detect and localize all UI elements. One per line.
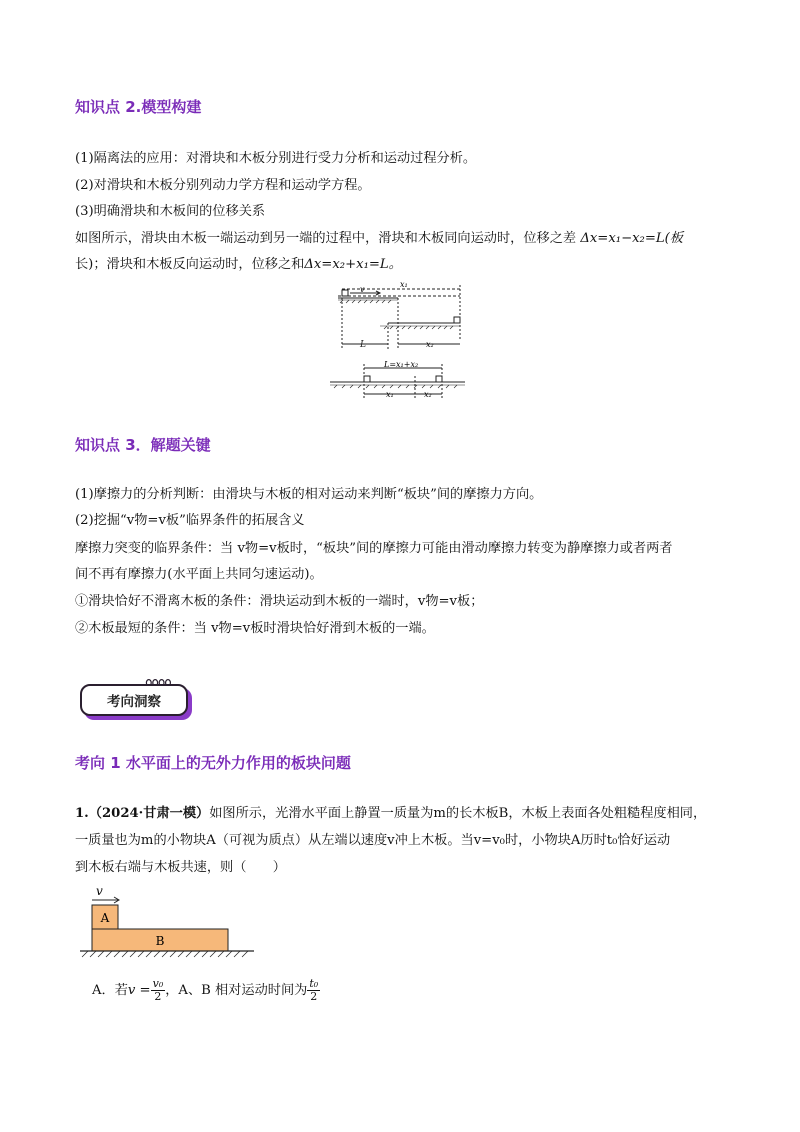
question1-line3: 到木板右端与木板共速，则（ ） [75, 860, 286, 875]
section2-p4a-text: 如图所示，滑块由木板一端运动到另一端的过程中，滑块和木板同向运动时，位移之差 [75, 231, 577, 246]
option-a-mid: ，A、B 相对运动时间为 [165, 983, 308, 998]
section2-heading: 知识点 2.模型构建 [75, 98, 202, 116]
section3-p3a: 摩擦力突变的临界条件：当 v物=v板时，“板块”间的摩擦力可能由滑动摩擦力转变为静摩擦力或者两者 [75, 541, 673, 556]
option-a-prefix: A．若 [92, 983, 128, 998]
fraction-den-2b: 2 [310, 990, 318, 1003]
question1-line2: 一质量也为m的小物块A（可视为质点）从左端以速度v冲上木板。当v=v₀时，小物块A历时t₀恰好运动 [75, 833, 671, 848]
block-a-label: A [100, 911, 110, 925]
badge-label: 考向洞察 [80, 684, 188, 716]
label-L: L [360, 340, 366, 350]
fig-v-label: v [96, 884, 103, 898]
section2-p4b-formula: Δx=x₂+x₁=L。 [304, 257, 402, 272]
section2-p4b-text: 长)；滑块和木板反向运动时，位移之和 [75, 257, 305, 272]
label-x2-bottom: x₂ [424, 390, 432, 399]
label-x1: x₁ [400, 280, 408, 289]
section2-p4a [75, 230, 683, 248]
block-board-figure [78, 882, 260, 958]
section2-p4a-formula: Δx=x₁−x₂=L(板 [580, 231, 683, 246]
label-v: v [360, 285, 365, 294]
question1-number: 1. [75, 806, 89, 821]
question1-line1 [75, 805, 706, 823]
option-a-v-eq: v = [127, 983, 151, 998]
displacement-diagram [320, 280, 480, 405]
section3-p4: ①滑块恰好不滑离木板的条件：滑块运动到木板的一端时，v物=v板； [75, 594, 484, 609]
fraction-den-2: 2 [154, 990, 162, 1003]
fraction-num-v0: v₀ [152, 977, 164, 990]
section3-p3b: 间不再有摩擦力(水平面上共同匀速运动)。 [75, 567, 323, 582]
board-b-label: B [155, 934, 165, 948]
label-x1-bottom: x₁ [386, 390, 394, 399]
label-L-sum: L=x₁+x₂ [384, 360, 419, 369]
section3-p2: (2)挖掘“v物=v板”临界条件的拓展含义 [75, 513, 305, 528]
section2-p1: (1)隔离法的应用：对滑块和木板分别进行受力分析和运动过程分析。 [75, 151, 477, 166]
section3-p1: (1)摩擦力的分析判断：由滑块与木板的相对运动来判断“板块”间的摩擦力方向。 [75, 487, 543, 502]
section2-p4b [75, 256, 402, 274]
question1-line1-text: 如图所示，光滑水平面上静置一质量为m的长木板B，木板上表面各处粗糙程度相同， [209, 806, 707, 821]
fraction-t0-over-2 [307, 978, 320, 1003]
fraction-v0-over-2 [151, 978, 166, 1003]
fraction-num-t0: t₀ [309, 977, 319, 990]
label-x2: x₂ [426, 340, 434, 349]
section2-p3: (3)明确滑块和木板间的位移关系 [75, 204, 266, 219]
section2-p2: (2)对滑块和木板分别列动力学方程和运动学方程。 [75, 178, 371, 193]
option-a [92, 977, 320, 1005]
direction-badge [80, 678, 190, 716]
section3-p5: ②木板最短的条件：当 v物=v板时滑块恰好滑到木板的一端。 [75, 621, 435, 636]
question1-source: （2024·甘肃一模） [88, 806, 210, 821]
section3-heading: 知识点 3．解题关键 [75, 436, 211, 454]
direction1-heading: 考向 1 水平面上的无外力作用的板块问题 [75, 754, 351, 772]
